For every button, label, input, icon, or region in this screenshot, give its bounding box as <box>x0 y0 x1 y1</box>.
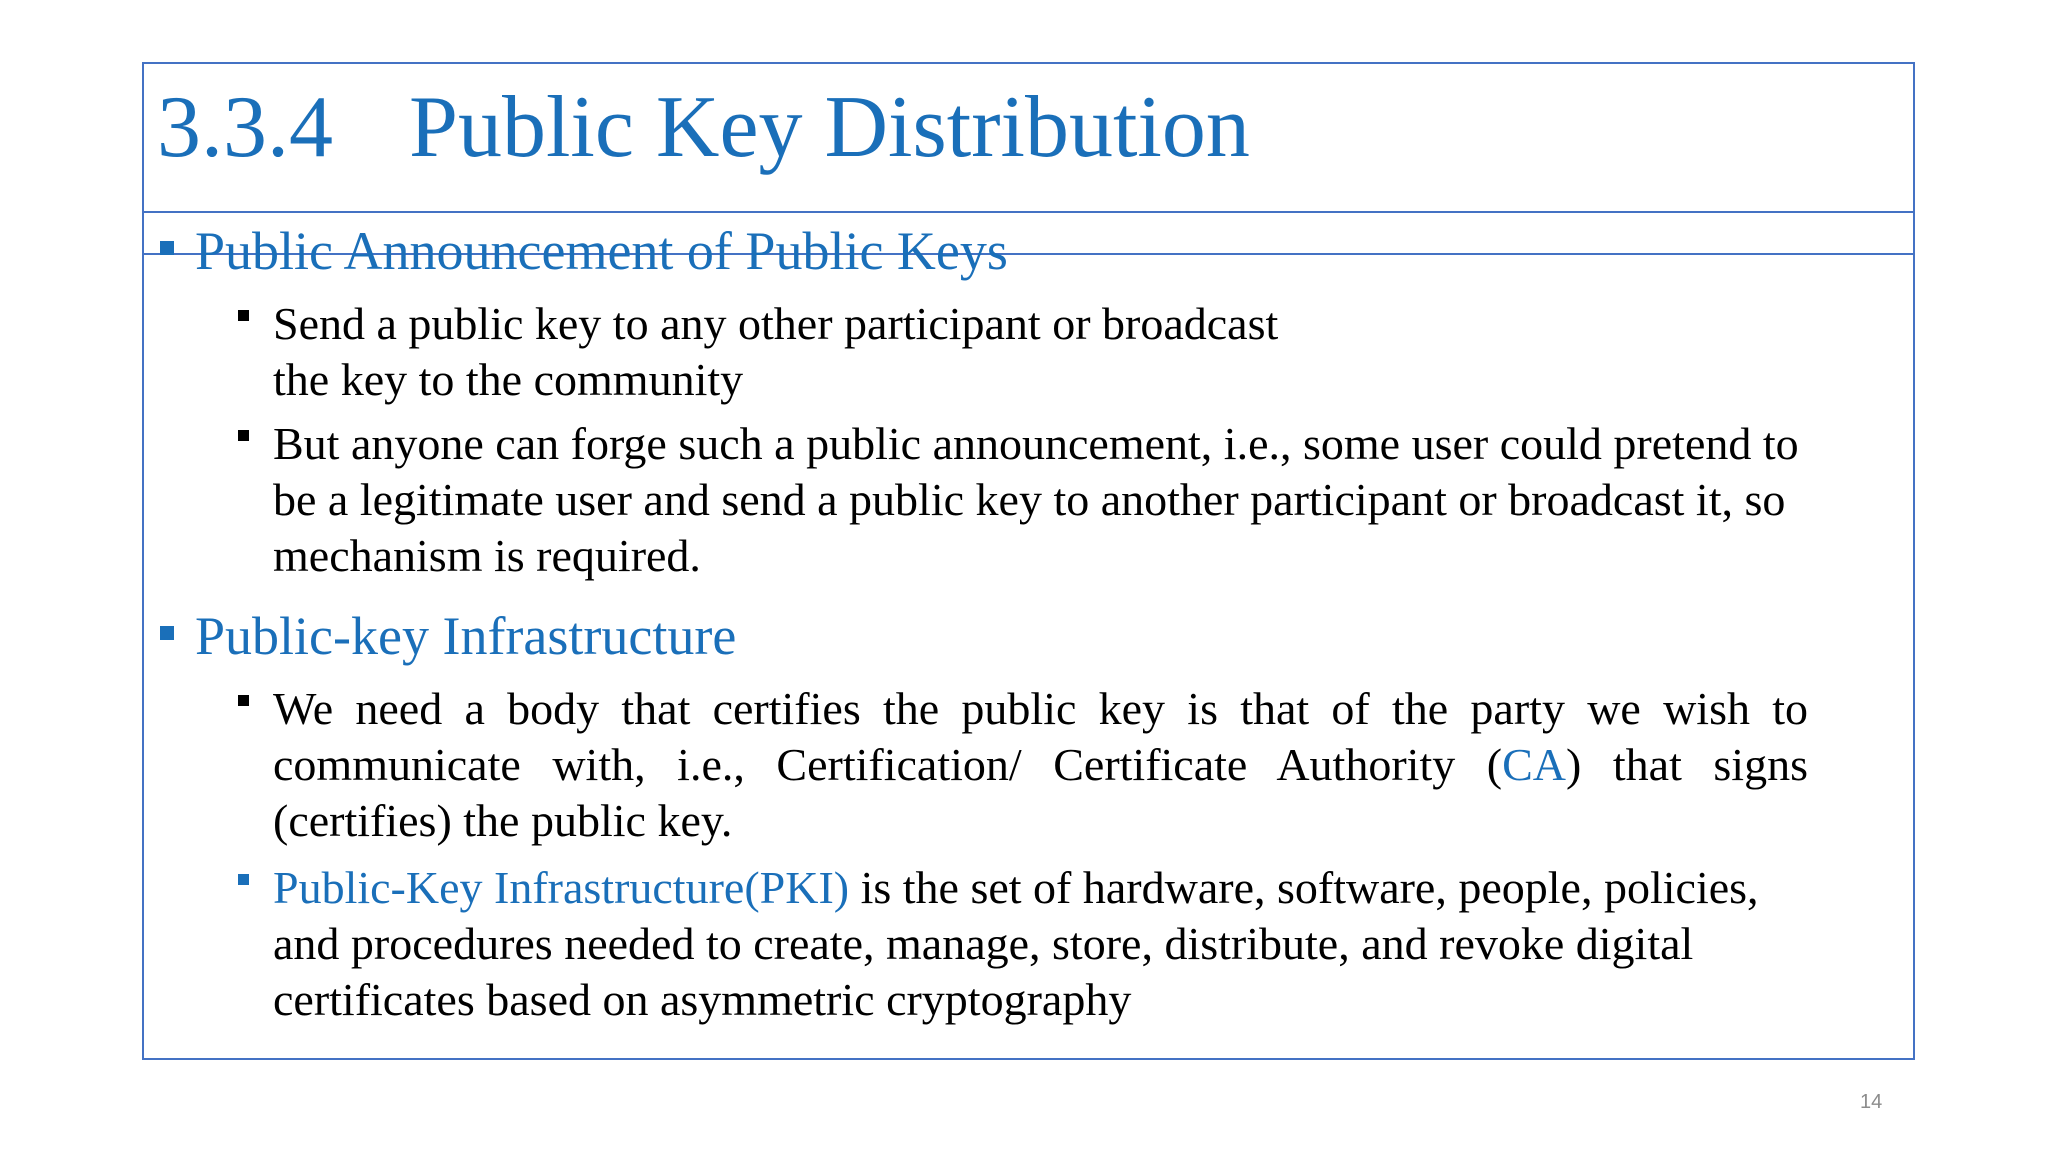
square-bullet-icon <box>160 626 174 640</box>
list-item-text-part: We need a body that certifies the public key is that of the party we wish to communicate with, i.e., Certification/ Certificate Authority ( <box>273 683 1808 790</box>
page-number: 14 <box>1860 1091 1883 1113</box>
square-bullet-icon <box>238 310 249 321</box>
list-item-text-part: ) that signs (certifies) the public key. <box>273 739 1808 846</box>
pki-highlight: Public-Key Infrastructure(PKI) <box>273 862 850 913</box>
list-item-text <box>273 681 1808 849</box>
title-section-number: 3.3.4 <box>157 79 333 176</box>
square-bullet-icon <box>238 695 249 706</box>
square-bullet-icon <box>160 241 174 255</box>
square-bullet-icon <box>238 430 249 441</box>
section-heading-text: Public-key Infrastructure <box>195 606 737 666</box>
title-text: Public Key Distribution <box>409 79 1250 176</box>
list-item-text-part: is the set of hardware, software, people, policies, and procedures needed to create, manage, store, distribute, and revoke digital certificates based on asymmetric cryptography <box>273 862 1759 1025</box>
list-item-text <box>273 860 1803 1028</box>
square-bullet-icon <box>238 874 249 885</box>
ca-highlight: CA <box>1502 739 1566 790</box>
section-heading-text: Public Announcement of Public Keys <box>195 221 1008 281</box>
list-item-text: But anyone can forge such a public announcement, i.e., some user could pretend to be a legitimate user and send a public key to another participant or broadcast it, so mechanism is required. <box>273 418 1799 581</box>
list-item-text: Send a public key to any other participant or broadcast the key to the community <box>273 298 1279 405</box>
slide-title <box>157 75 1250 181</box>
title-divider-top <box>142 211 1915 213</box>
